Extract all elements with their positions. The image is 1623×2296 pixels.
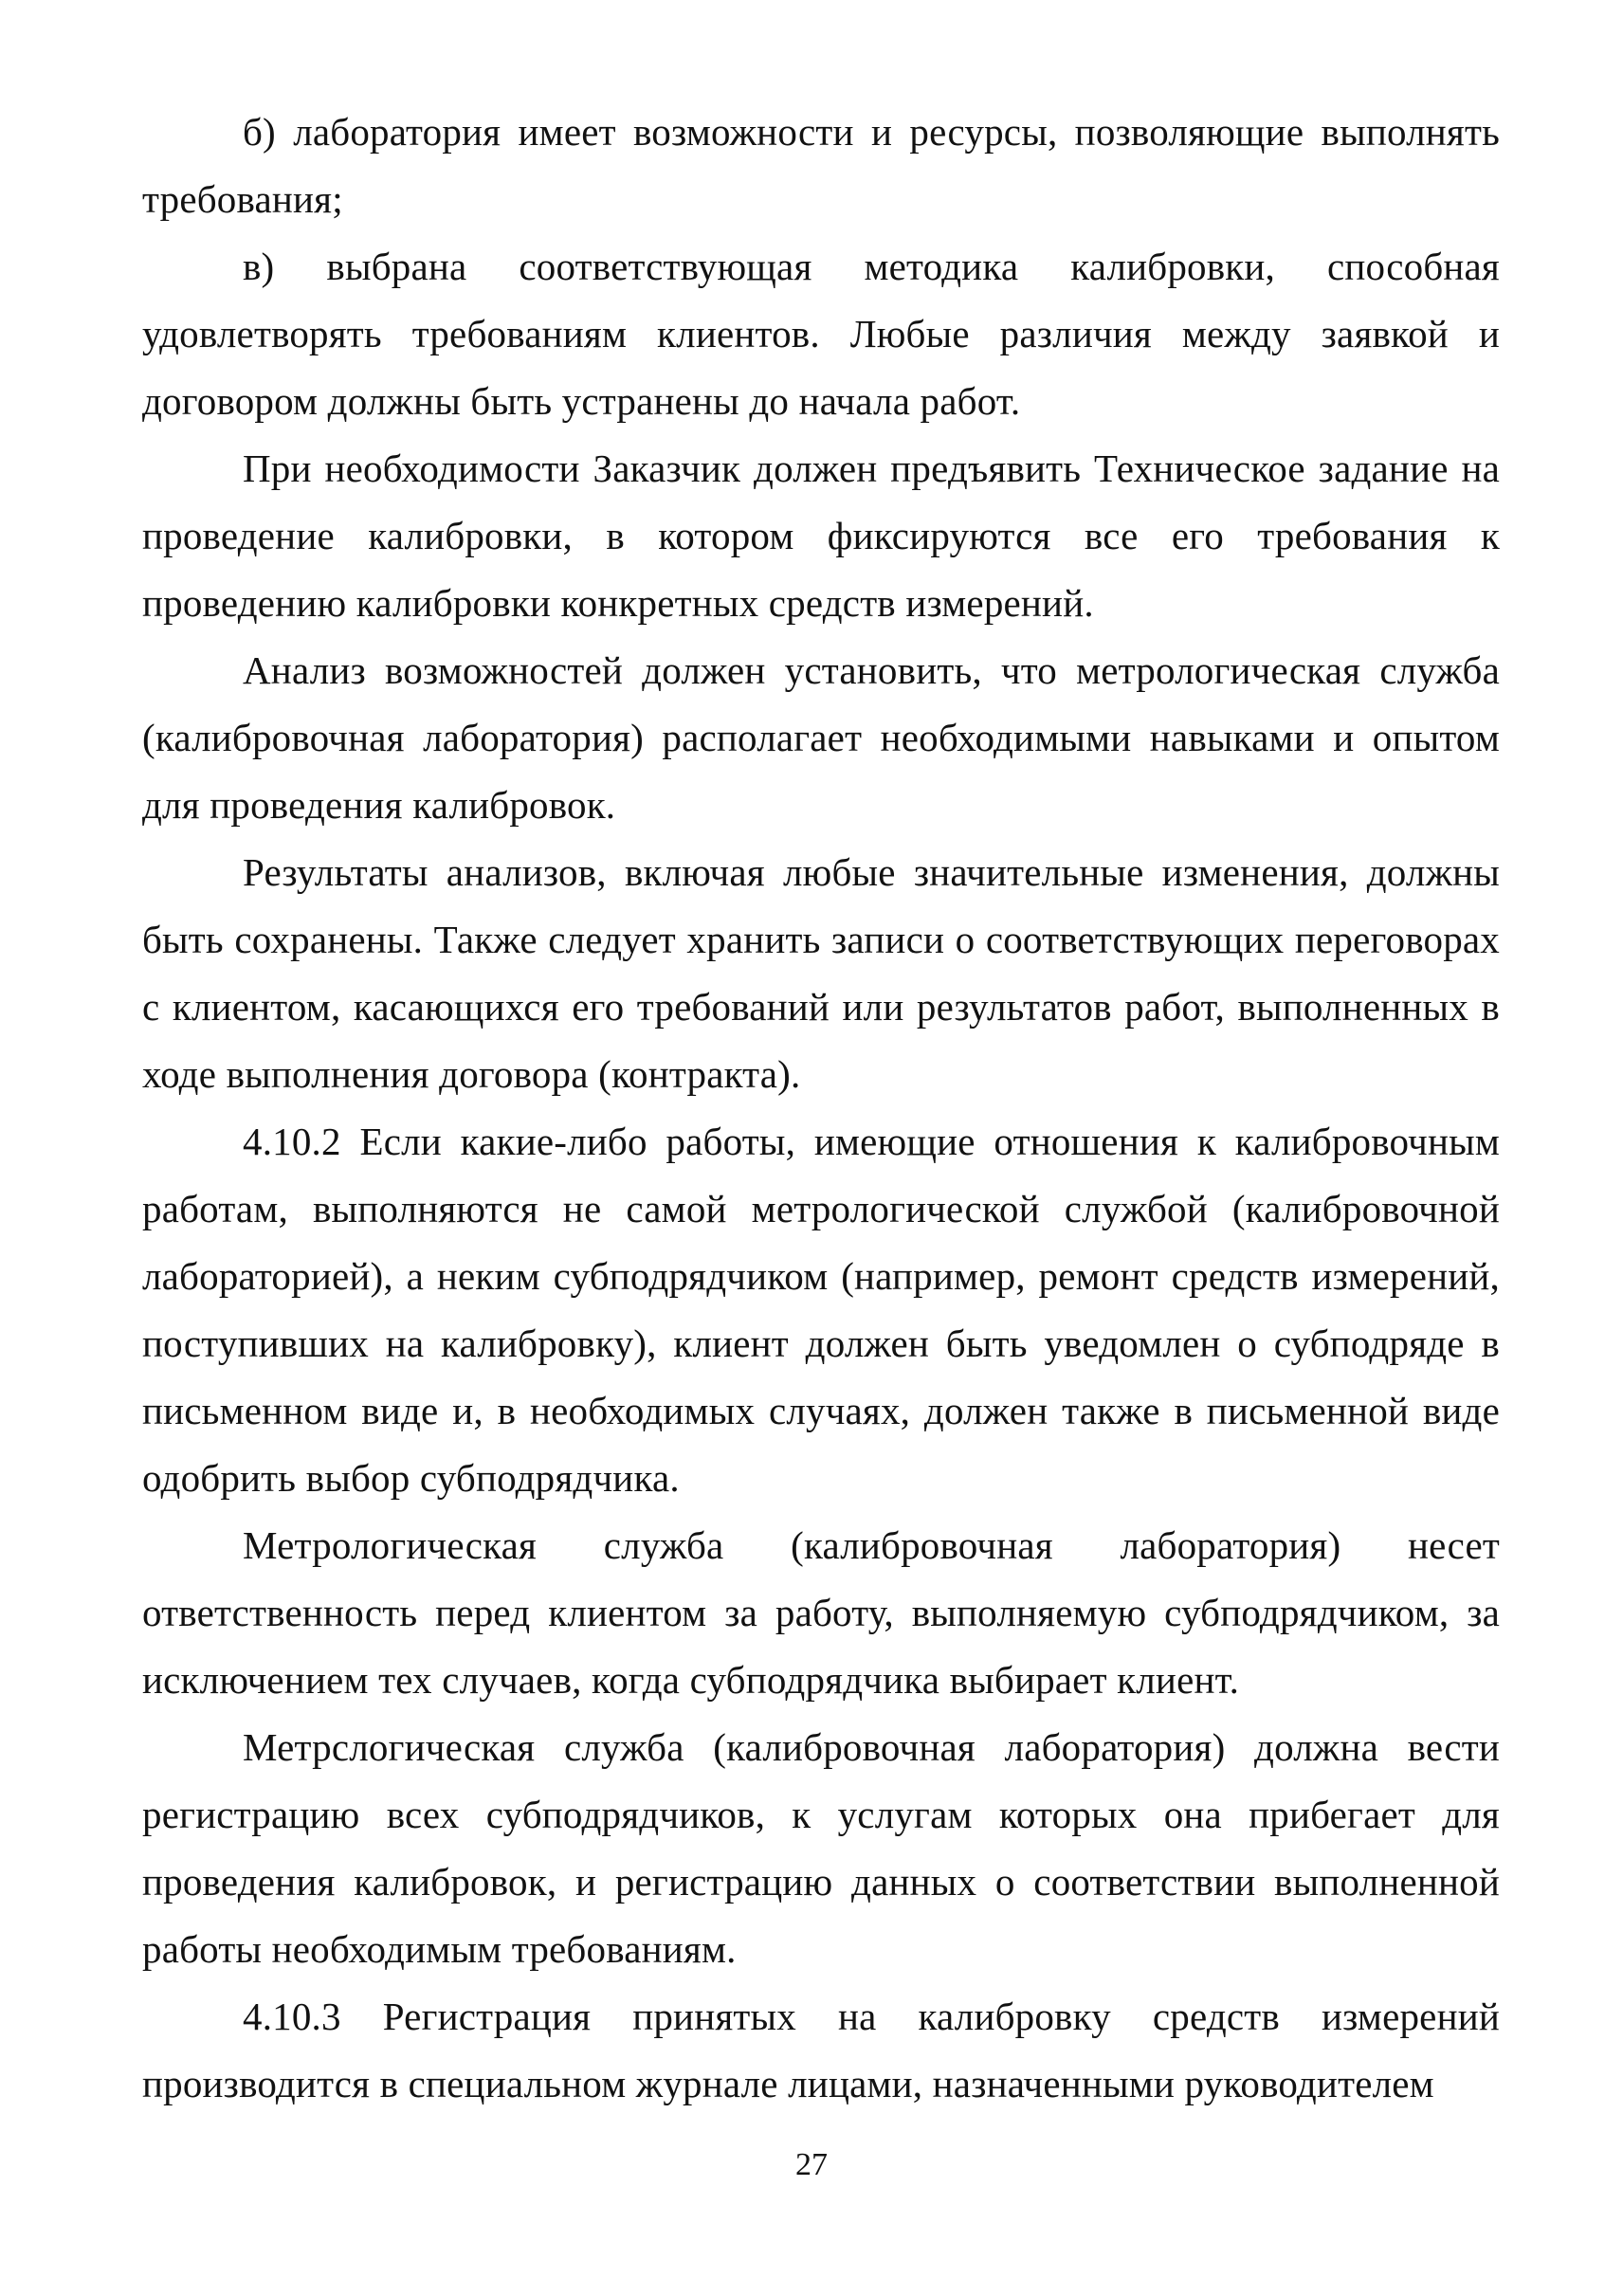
paragraph-analysis-results: Результаты анализов, включая любые значительные изменения, должны быть сохранены. Также следует хранить записи о соответствующих переговорах с клиентом, касающихся его требований или результатов работ, выполненных в ходе выполнения договора (контракта). bbox=[142, 850, 1500, 1096]
paragraph-section-4-10-3: 4.10.3 Регистрация принятых на калибровку средств измерений производится в специальном журнале лицами, назначенными руководителем bbox=[142, 1995, 1500, 2105]
paragraph-item-b: б) лаборатория имеет возможности и ресурсы, позволяющие выполнять требования; bbox=[142, 110, 1500, 221]
paragraph-technical-task: При необходимости Заказчик должен предъявить Техническое задание на проведение калибровки, в котором фиксируются все его требования к проведению калибровки конкретных средств измерений. bbox=[142, 446, 1500, 625]
paragraph-item-v: в) выбрана соответствующая методика калибровки, способная удовлетворять требованиям клиентов. Любые различия между заявкой и договором должны быть устранены до начала работ. bbox=[142, 245, 1500, 423]
paragraph-responsibility: Метрологическая служба (калибровочная лаборатория) несет ответственность перед клиентом за работу, выполняемую субподрядчиком, за исключением тех случаев, когда субподрядчика выбирает клиент. bbox=[142, 1523, 1500, 1702]
document-body bbox=[142, 99, 1500, 2118]
paragraph-capability-analysis: Анализ возможностей должен установить, что метрологическая служба (калибровочная лаборатория) располагает необходимыми навыками и опытом для проведения калибровок. bbox=[142, 648, 1500, 827]
paragraph-subcontractor-registration: Метрслогическая служба (калибровочная лаборатория) должна вести регистрацию всех субподрядчиков, к услугам которых она прибегает для проведения калибровок, и регистрацию данных о соответствии выполненной работы необходимым требованиям. bbox=[142, 1725, 1500, 1971]
page-number: 27 bbox=[795, 2147, 828, 2182]
paragraph-section-4-10-2: 4.10.2 Если какие-либо работы, имеющие отношения к калибровочным работам, выполняются не самой метрологической службой (калибровочной лабораторией), а неким субподрядчиком (например, ремонт средств измерений, поступивших на калибровку), клиент должен быть уведомлен о субподряде в письменном виде и, в необходимых случаях, должен также в письменной виде одобрить выбор субподрядчика. bbox=[142, 1120, 1500, 1500]
